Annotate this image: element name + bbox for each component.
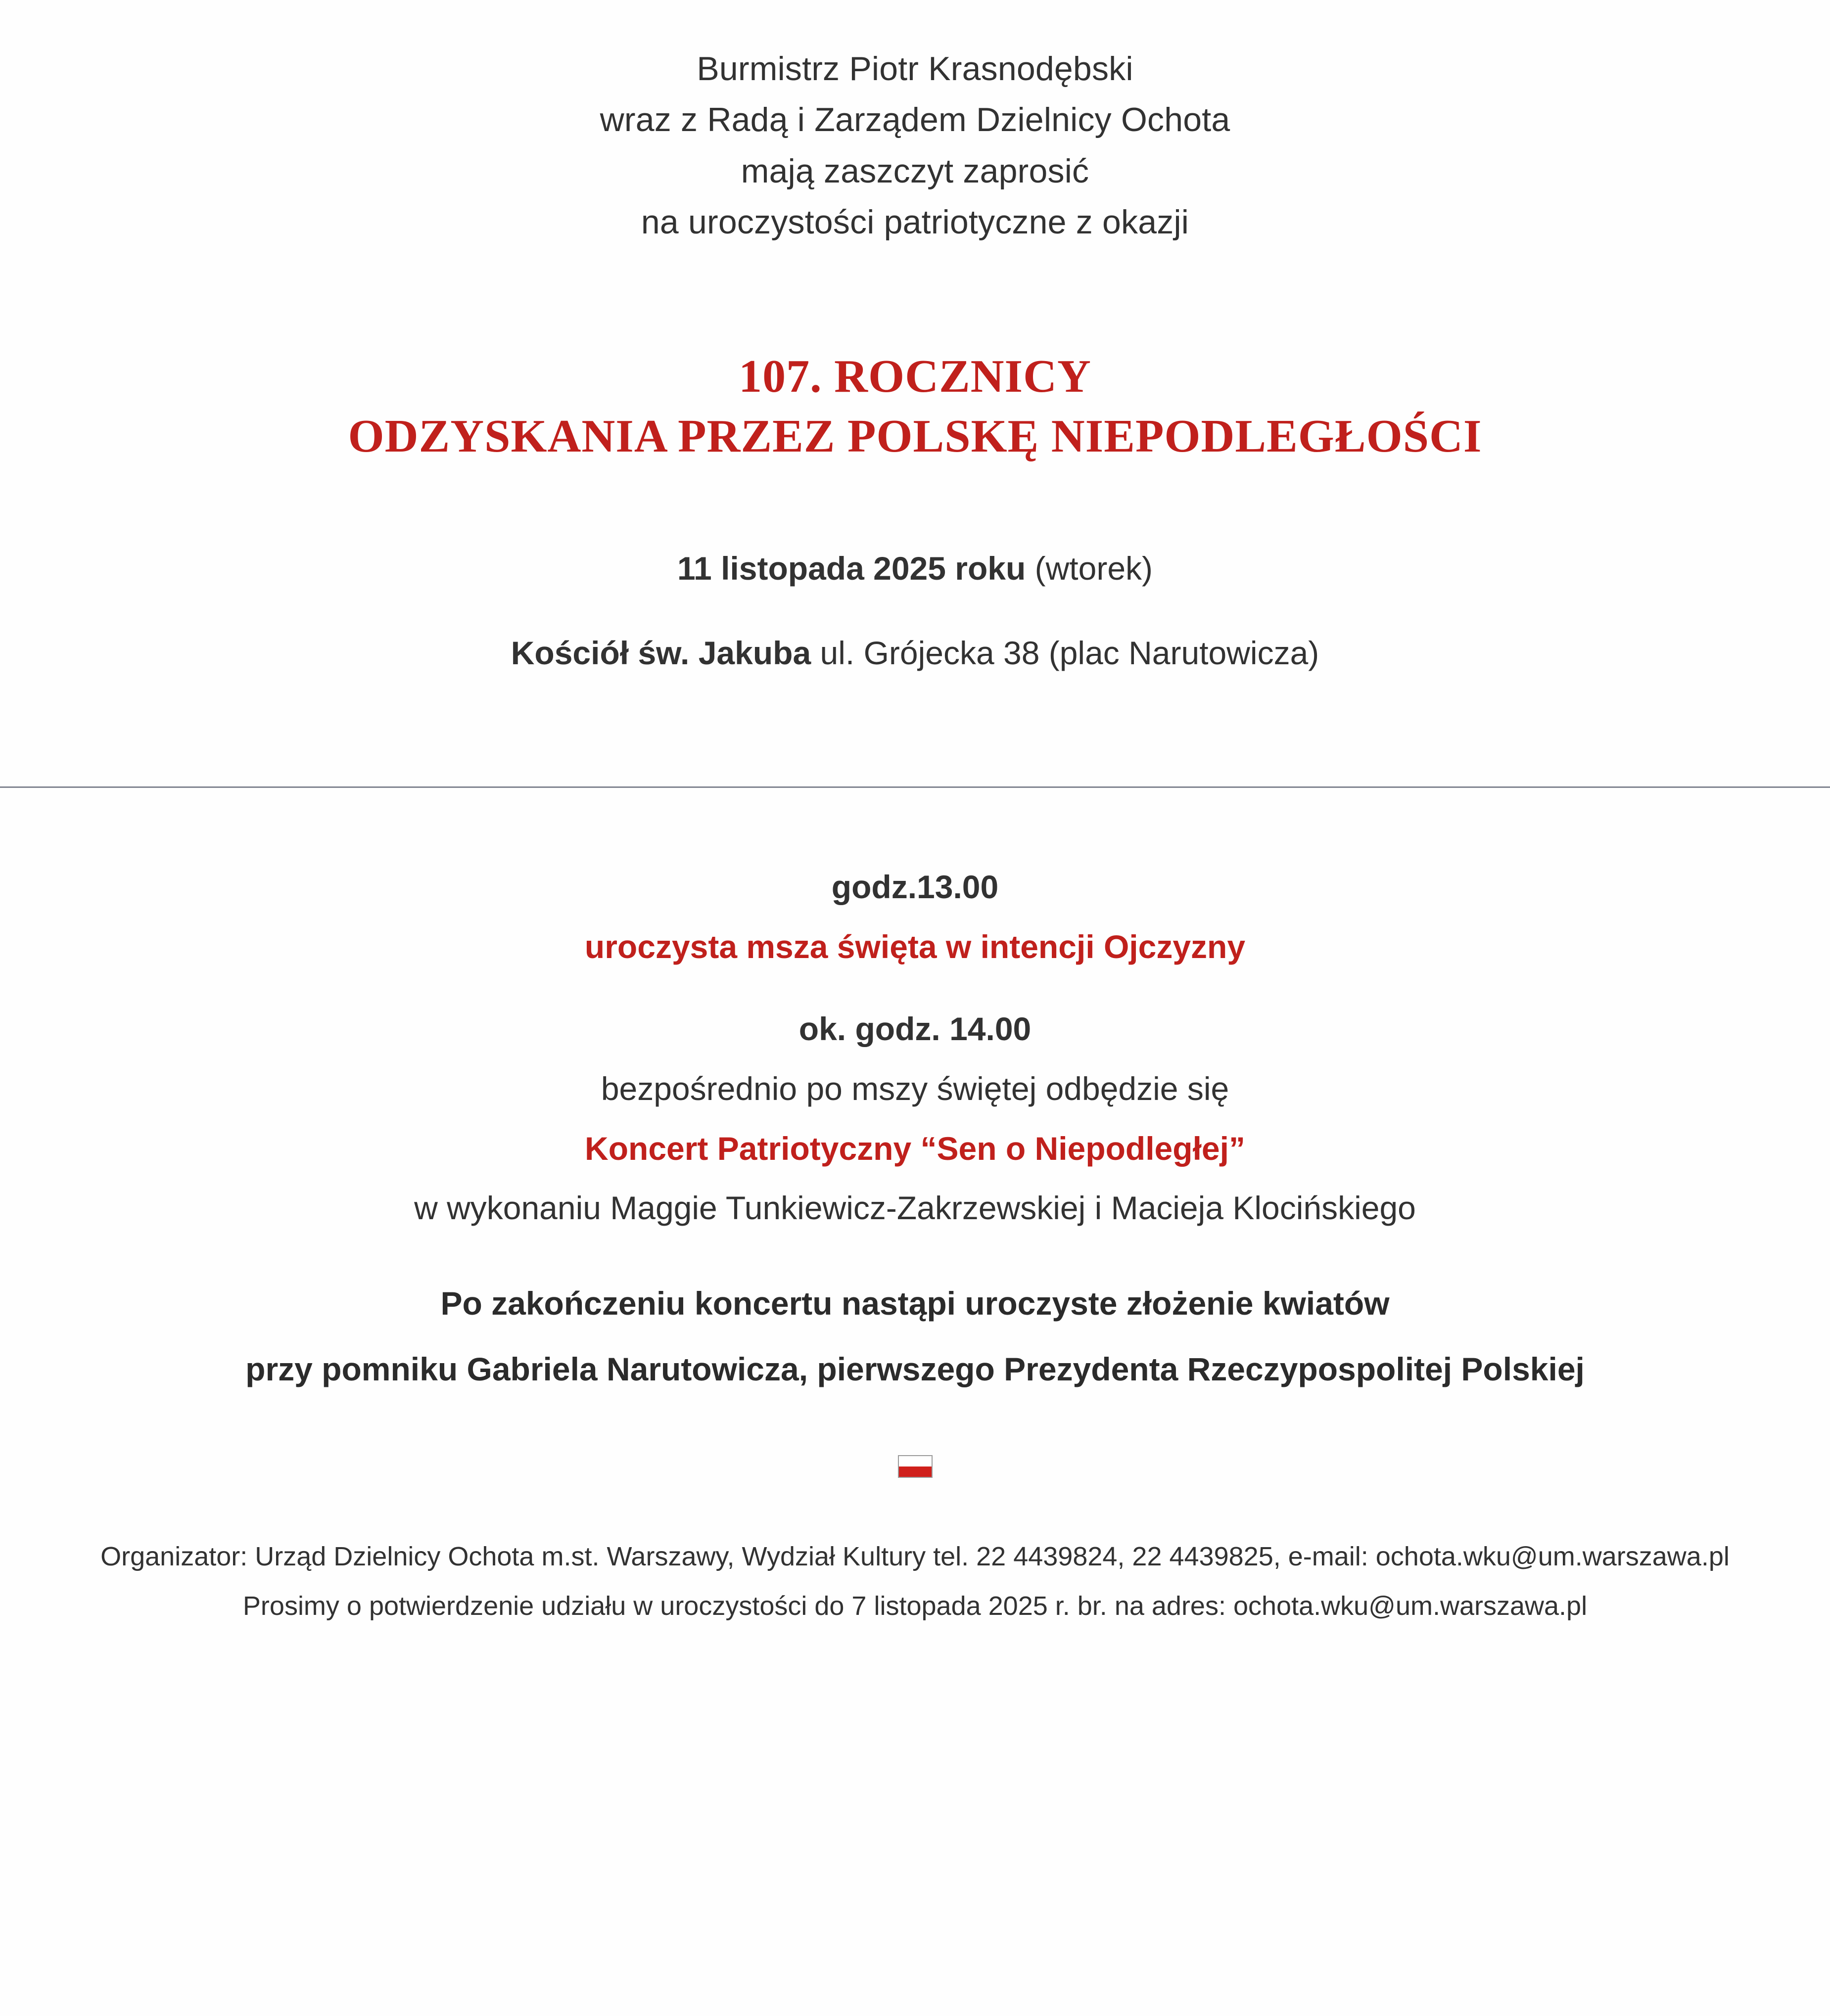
program-time-2: ok. godz. 14.00: [798, 1010, 1032, 1048]
footer-rsvp: Prosimy o potwierdzenie udziału w uroczystości do 7 listopada 2025 r. br. na adres: ochota.wku@um.warszawa.pl: [242, 1591, 1588, 1621]
emblem-row: [0, 1455, 1830, 1478]
headline-line-2: ODZYSKANIA PRZEZ POLSKĘ NIEPODLEGŁOŚCI: [348, 410, 1482, 462]
flowers-ceremony: [0, 1283, 1830, 1391]
event-place-bold: Kościół św. Jakuba: [511, 635, 811, 672]
invitation-line-2: wraz z Radą i Zarządem Dzielnicy Ochota: [600, 101, 1230, 139]
event-place-rest: ul. Grójecka 38 (plac Narutowicza): [811, 635, 1319, 672]
flowers-line-1: Po zakończeniu koncertu nastąpi uroczyste złożenie kwiatów: [440, 1284, 1390, 1322]
footer: [0, 1537, 1830, 1626]
invitation-line-4: na uroczystości patriotyczne z okazji: [641, 203, 1189, 241]
program-time-1: godz.13.00: [831, 869, 999, 906]
flowers-line-2: przy pomniku Gabriela Narutowicza, pierwszego Prezydenta Rzeczypospolitej Polskiej: [245, 1351, 1585, 1388]
headline-line-1: 107. ROCZNICY: [739, 351, 1091, 403]
flag-stripe-white: [899, 1456, 932, 1466]
event-date-rest: (wtorek): [1026, 550, 1153, 587]
program-item-2-intro: bezpośrednio po mszy świętej odbędzie się: [601, 1070, 1229, 1107]
program-item-2-title: Koncert Patriotyczny “Sen o Niepodległej”: [585, 1130, 1245, 1167]
headline: [0, 347, 1830, 466]
invitation-line-3: mają zaszczyt zaprosić: [741, 152, 1089, 190]
program-item-1: uroczysta msza święta w intencji Ojczyzny: [584, 928, 1246, 965]
event-place: [0, 634, 1830, 673]
footer-organizer: Organizator: Urząd Dzielnicy Ochota m.st. Warszawy, Wydział Kultury tel. 22 4439824, 22 4439825, e-mail: ochota.wku@um.warszawa.pl: [100, 1542, 1730, 1572]
section-divider: [0, 786, 1830, 788]
polish-flag-icon: [898, 1455, 933, 1478]
invitation-intro: [0, 0, 1830, 248]
program-section: [0, 867, 1830, 1228]
invitation-line-1: Burmistrz Piotr Krasnodębski: [697, 50, 1133, 88]
program-item-2-performers: w wykonaniu Maggie Tunkiewicz-Zakrzewskiej i Macieja Klocińskiego: [414, 1190, 1416, 1227]
event-date: [0, 549, 1830, 588]
event-details: [0, 549, 1830, 673]
event-date-bold: 11 listopada 2025 roku: [677, 550, 1026, 587]
flag-stripe-red: [899, 1466, 932, 1477]
